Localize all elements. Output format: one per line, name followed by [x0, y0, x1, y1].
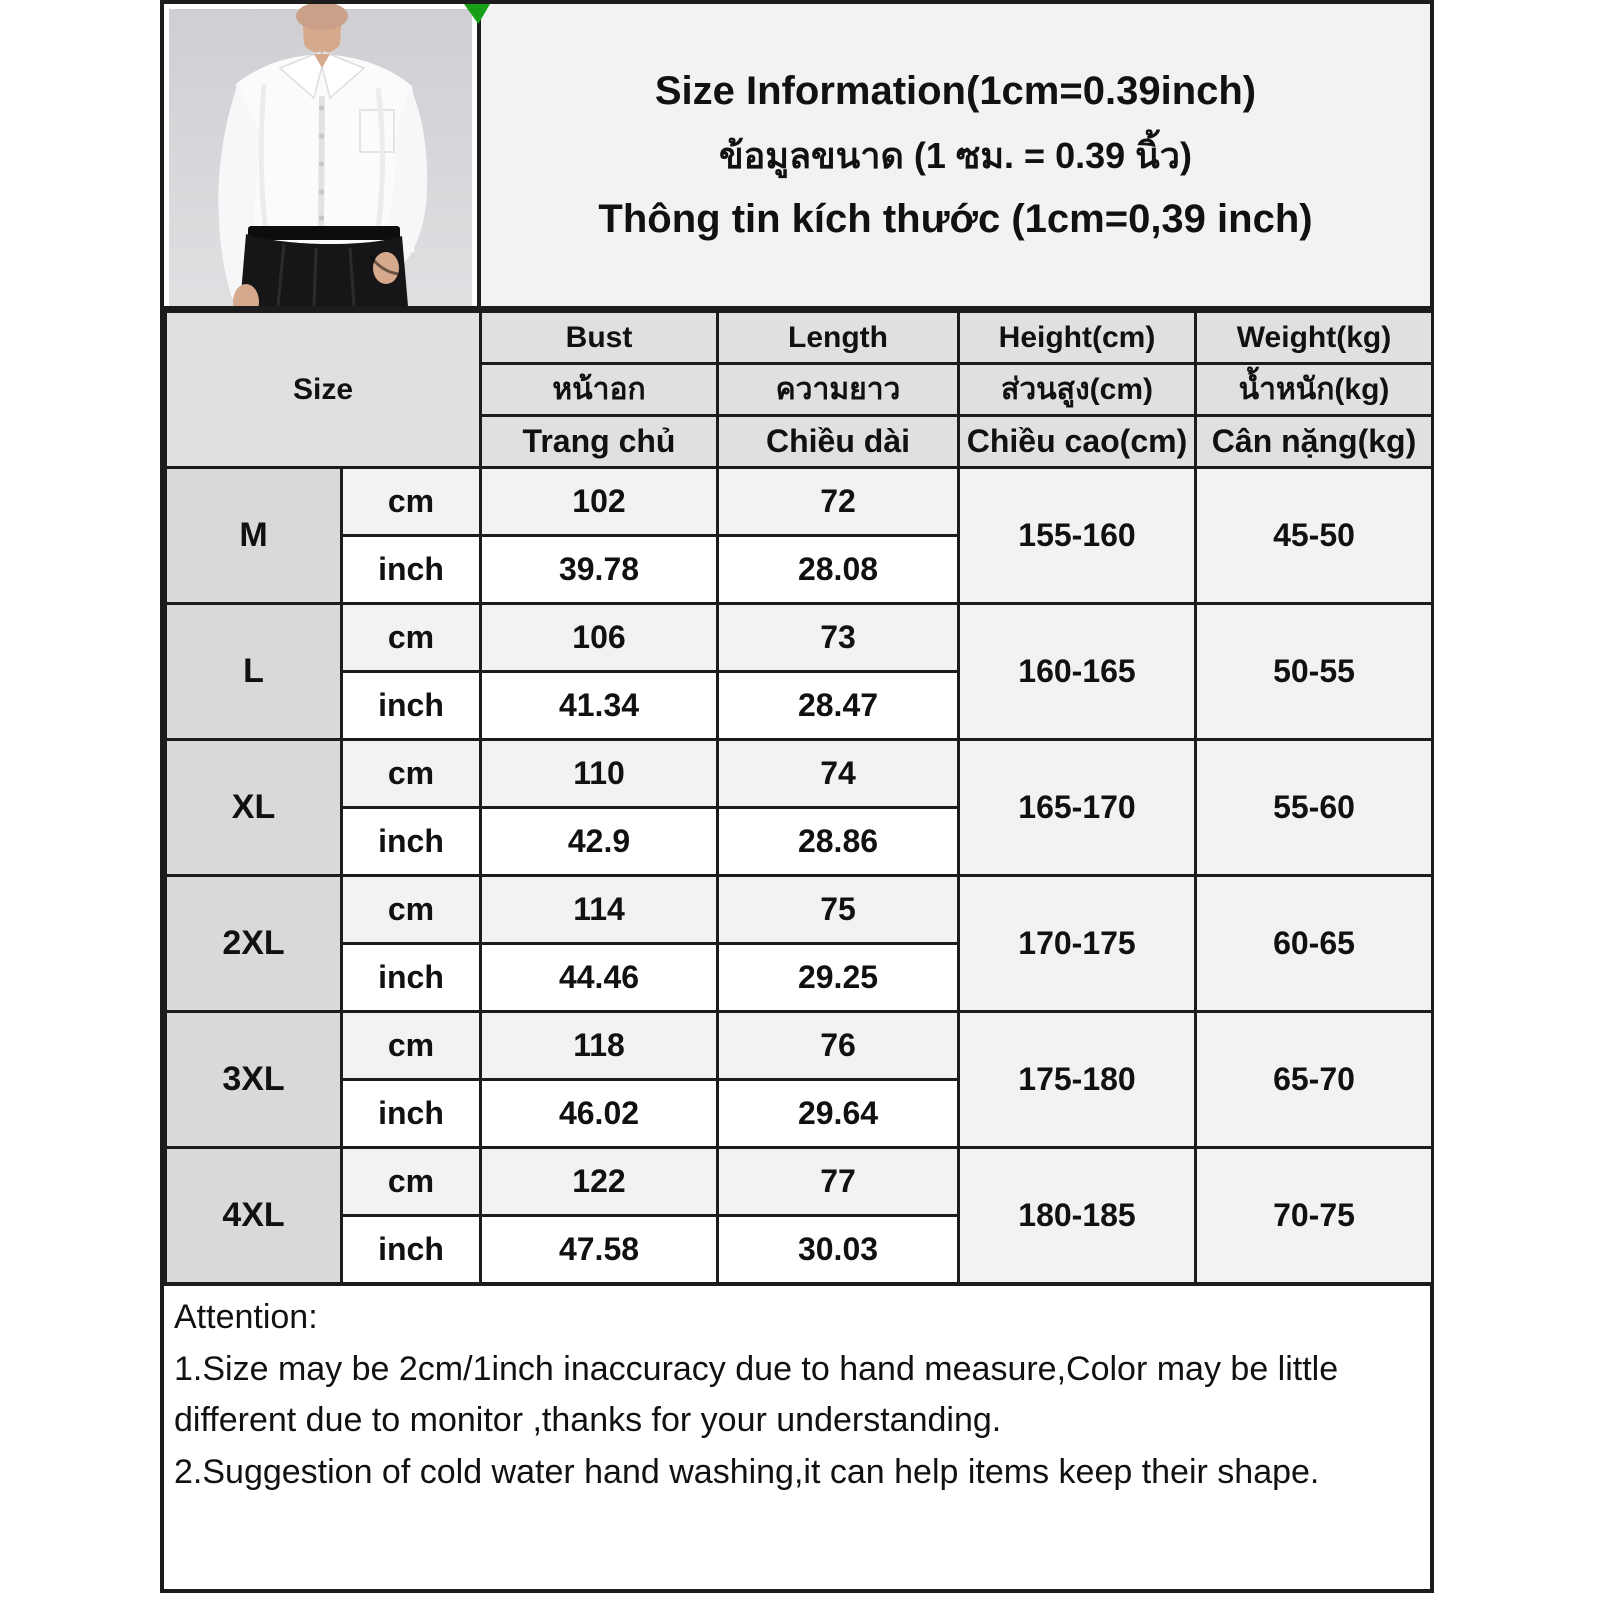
- bust-inch-value: 46.02: [481, 1080, 718, 1148]
- size-table: [164, 310, 1434, 1285]
- weight-range: 60-65: [1196, 876, 1433, 1012]
- attention-note: [164, 1285, 1430, 1589]
- weight-range: 45-50: [1196, 468, 1433, 604]
- size-label-3xl: 3XL: [166, 1012, 342, 1148]
- table-row: [166, 740, 1433, 808]
- weight-range: 65-70: [1196, 1012, 1433, 1148]
- unit-inch-label: inch: [342, 1080, 481, 1148]
- table-row: [166, 876, 1433, 944]
- col-header-bust-en: Bust: [481, 312, 718, 364]
- bust-inch-value: 42.9: [481, 808, 718, 876]
- col-header-length-vi: Chiều dài: [718, 416, 959, 468]
- col-header-height-vi: Chiều cao(cm): [959, 416, 1196, 468]
- length-cm-value: 73: [718, 604, 959, 672]
- table-row: [166, 468, 1433, 536]
- size-label-l: L: [166, 604, 342, 740]
- bust-cm-value: 118: [481, 1012, 718, 1080]
- product-photo: [164, 4, 481, 306]
- table-row: [166, 604, 1433, 672]
- length-cm-value: 72: [718, 468, 959, 536]
- unit-inch-label: inch: [342, 944, 481, 1012]
- table-row: [166, 1148, 1433, 1216]
- attention-line-1: 1.Size may be 2cm/1inch inaccuracy due to hand measure,Color may be little different due to monitor ,thanks for your understanding.: [174, 1349, 1339, 1440]
- table-row: [166, 1012, 1433, 1080]
- col-header-height-th: ส่วนสูง(cm): [959, 364, 1196, 416]
- weight-range: 70-75: [1196, 1148, 1433, 1284]
- length-inch-value: 28.47: [718, 672, 959, 740]
- title-vietnamese: Thông tin kích thước (1cm=0,39 inch): [598, 196, 1313, 241]
- unit-cm-label: cm: [342, 1148, 481, 1216]
- length-cm-value: 75: [718, 876, 959, 944]
- size-header-cell: Size: [166, 312, 481, 468]
- length-inch-value: 28.08: [718, 536, 959, 604]
- height-range: 170-175: [959, 876, 1196, 1012]
- unit-cm-label: cm: [342, 1012, 481, 1080]
- size-label-m: M: [166, 468, 342, 604]
- unit-inch-label: inch: [342, 536, 481, 604]
- header-row-en: [166, 312, 1433, 364]
- size-chart-sheet: [160, 0, 1434, 1593]
- unit-cm-label: cm: [342, 876, 481, 944]
- length-cm-value: 76: [718, 1012, 959, 1080]
- bust-cm-value: 114: [481, 876, 718, 944]
- height-range: 180-185: [959, 1148, 1196, 1284]
- bust-cm-value: 106: [481, 604, 718, 672]
- col-header-bust-th: หน้าอก: [481, 364, 718, 416]
- unit-inch-label: inch: [342, 1216, 481, 1284]
- unit-inch-label: inch: [342, 808, 481, 876]
- title-english: Size Information(1cm=0.39inch): [654, 68, 1257, 113]
- attention-line-2: 2.Suggestion of cold water hand washing,it can help items keep their shape.: [174, 1453, 1320, 1492]
- col-header-height-en: Height(cm): [959, 312, 1196, 364]
- size-label-2xl: 2XL: [166, 876, 342, 1012]
- col-header-length-en: Length: [718, 312, 959, 364]
- unit-cm-label: cm: [342, 604, 481, 672]
- size-label-xl: XL: [166, 740, 342, 876]
- bust-inch-value: 47.58: [481, 1216, 718, 1284]
- col-header-bust-vi: Trang chủ: [481, 416, 718, 468]
- length-cm-value: 74: [718, 740, 959, 808]
- weight-range: 55-60: [1196, 740, 1433, 876]
- length-inch-value: 30.03: [718, 1216, 959, 1284]
- height-range: 175-180: [959, 1012, 1196, 1148]
- bust-inch-value: 44.46: [481, 944, 718, 1012]
- length-inch-value: 28.86: [718, 808, 959, 876]
- length-inch-value: 29.25: [718, 944, 959, 1012]
- col-header-weight-en: Weight(kg): [1196, 312, 1433, 364]
- weight-range: 50-55: [1196, 604, 1433, 740]
- col-header-length-th: ความยาว: [718, 364, 959, 416]
- title-thai: ข้อมูลขนาด (1 ซม. = 0.39 นิ้ว): [719, 134, 1192, 176]
- size-label-4xl: 4XL: [166, 1148, 342, 1284]
- height-range: 165-170: [959, 740, 1196, 876]
- height-range: 155-160: [959, 468, 1196, 604]
- length-cm-value: 77: [718, 1148, 959, 1216]
- bust-cm-value: 110: [481, 740, 718, 808]
- length-inch-value: 29.64: [718, 1080, 959, 1148]
- bust-cm-value: 122: [481, 1148, 718, 1216]
- col-header-weight-th: น้ำหนัก(kg): [1196, 364, 1433, 416]
- col-header-weight-vi: Cân nặng(kg): [1196, 416, 1433, 468]
- attention-heading: Attention:: [174, 1298, 318, 1336]
- unit-cm-label: cm: [342, 740, 481, 808]
- bust-inch-value: 39.78: [481, 536, 718, 604]
- title-block: [481, 4, 1430, 306]
- shirt-model-illustration: [164, 4, 477, 306]
- unit-cm-label: cm: [342, 468, 481, 536]
- bust-inch-value: 41.34: [481, 672, 718, 740]
- top-section: [164, 4, 1430, 310]
- bust-cm-value: 102: [481, 468, 718, 536]
- height-range: 160-165: [959, 604, 1196, 740]
- unit-inch-label: inch: [342, 672, 481, 740]
